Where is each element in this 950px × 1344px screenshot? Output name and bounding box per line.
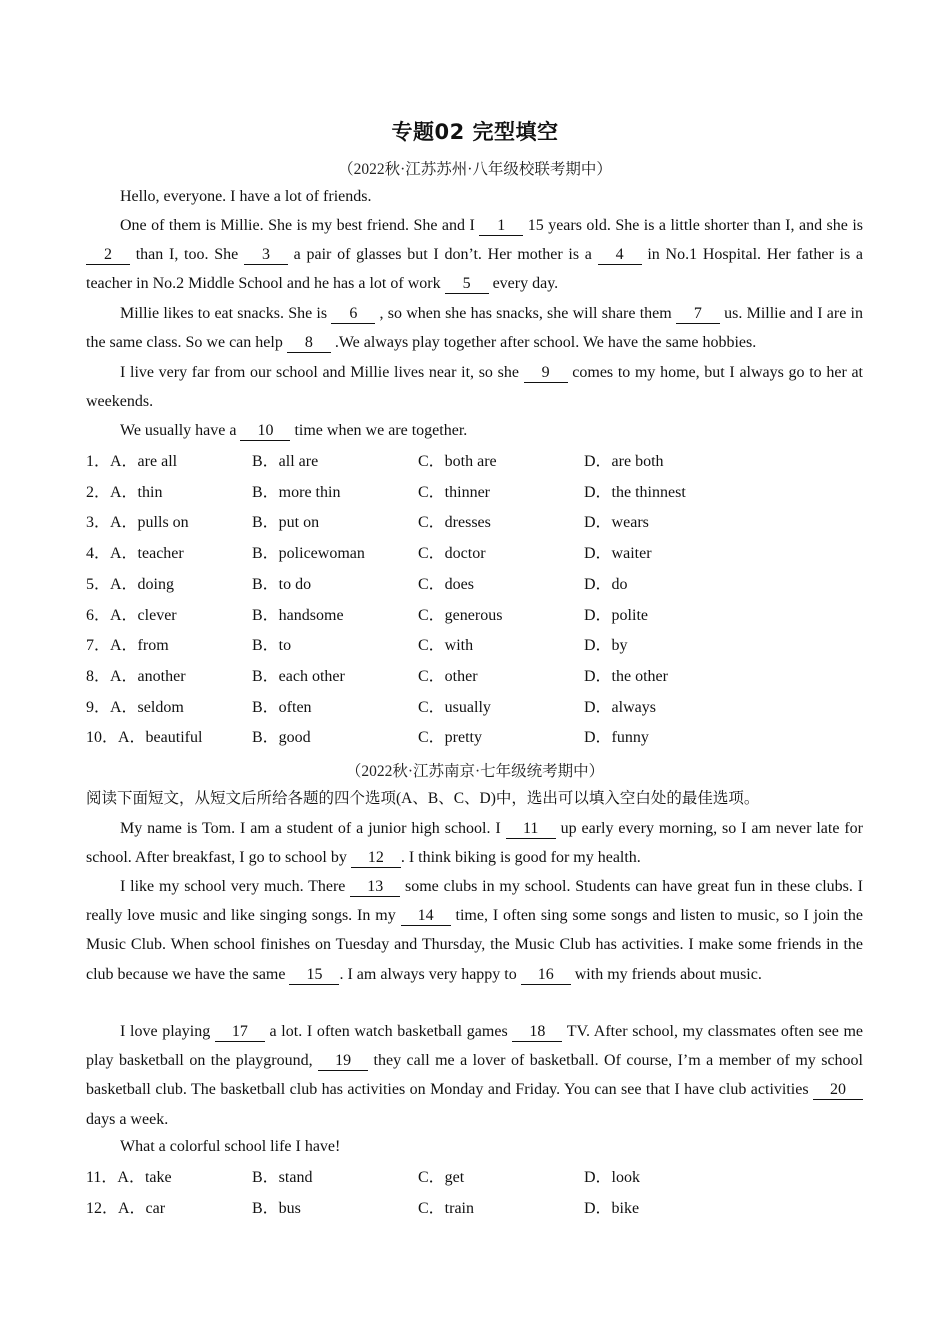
page-title: 专题02 完型填空: [391, 120, 559, 144]
question-row: [86, 513, 863, 544]
s2-paragraph-1: [86, 872, 863, 989]
paragraph-text: I love playing: [120, 1023, 215, 1040]
question-number-option-a: 2．A．thin: [86, 483, 163, 501]
question-number-option-a: 3．A．pulls on: [86, 514, 189, 532]
answer-blank-5: 5: [445, 275, 489, 294]
option-d: D．do: [584, 575, 628, 593]
option-b: B．each other: [252, 667, 345, 685]
question-row: [86, 667, 863, 698]
paragraph-text: Hello, everyone. I have a lot of friends.: [120, 188, 372, 205]
option-b: B．often: [252, 698, 312, 716]
section2-instruction: 阅读下面短文，从短文后所给各题的四个选项(A、B、C、D)中，选出可以填入空白处的最佳选项。: [86, 790, 760, 807]
s1-paragraph-4: [86, 416, 863, 445]
s1-paragraph-0: [86, 182, 863, 211]
question-number-option-a: 1．A．are all: [86, 453, 178, 470]
question-number-option-a: 8．A．another: [86, 667, 186, 685]
question-number-option-a: 5．A．doing: [86, 575, 175, 593]
paragraph-text: than I, too. She: [130, 246, 244, 264]
paragraph-text: . I am always very happy to: [339, 965, 521, 983]
answer-blank-18: 18: [512, 1023, 562, 1042]
answer-blank-20: 20: [813, 1081, 863, 1100]
answer-blank-15: 15: [289, 966, 339, 985]
s2-paragraph-0: [86, 814, 863, 872]
paragraph-text: What a colorful school life I have!: [120, 1138, 341, 1155]
option-d: D．by: [584, 637, 628, 655]
paragraph-text: , so when she has snacks, she will share them: [375, 305, 676, 322]
answer-blank-11: 11: [506, 820, 556, 839]
option-d: D．polite: [584, 606, 648, 624]
question-row: [86, 698, 863, 729]
option-d: D．waiter: [584, 545, 652, 563]
paragraph-text: .We always play together after school. We have the same hobbies.: [330, 334, 757, 352]
question-number-option-a: 10．A．beautiful: [86, 729, 203, 747]
s1-paragraph-2: [86, 299, 863, 357]
question-row: [86, 1168, 863, 1199]
option-b: B．handsome: [252, 606, 344, 624]
question-row: [86, 728, 863, 759]
s2-paragraph-2: [86, 1017, 863, 1134]
paragraph-text: time when we are together.: [290, 422, 468, 439]
paragraph-text: up early every morning, so I am never late for school. After breakfast, I go to school by: [86, 820, 864, 867]
s2-paragraph-3: [86, 1132, 863, 1161]
option-c: C．train: [418, 1199, 474, 1217]
answer-blank-3: 3: [244, 246, 288, 265]
paragraph-text: days a week.: [86, 1110, 169, 1128]
option-b: B．good: [252, 729, 311, 747]
paragraph-text: One of them is Millie. She is my best friend. She and I: [120, 217, 480, 234]
question-number-option-a: 11．A．take: [86, 1169, 172, 1186]
answer-blank-2: 2: [86, 246, 130, 265]
answer-blank-13: 13: [350, 878, 400, 897]
question-row: [86, 606, 863, 637]
answer-blank-8: 8: [287, 334, 331, 353]
answer-blank-9: 9: [524, 364, 568, 383]
question-number-option-a: 12．A．car: [86, 1199, 166, 1217]
question-number-option-a: 4．A．teacher: [86, 545, 184, 563]
option-b: B．more thin: [252, 483, 341, 501]
option-c: C．other: [418, 667, 478, 685]
answer-blank-12: 12: [351, 849, 401, 868]
option-d: D．always: [584, 698, 656, 716]
paragraph-text: a lot. I often watch basketball games: [264, 1023, 513, 1040]
option-c: C．thinner: [418, 483, 490, 501]
paragraph-text: comes to my home, but I always go to her at weekends.: [86, 364, 863, 411]
option-d: D．the thinnest: [584, 483, 686, 501]
answer-blank-10: 10: [240, 422, 290, 441]
option-c: C．dresses: [418, 514, 491, 532]
question-number-option-a: 7．A．from: [86, 637, 169, 655]
answer-blank-7: 7: [676, 305, 720, 324]
option-d: D．the other: [584, 667, 668, 685]
paragraph-text: . I think biking is good for my health.: [400, 849, 641, 867]
question-number-option-a: 6．A．clever: [86, 606, 177, 624]
paragraph-text: Millie likes to eat snacks. She is: [120, 305, 332, 322]
option-c: C．pretty: [418, 729, 482, 747]
paragraph-text: some clubs in my school. Students can have great fun in these clubs. I really love music and like singing songs. In my: [86, 878, 863, 925]
option-c: C．usually: [418, 698, 491, 716]
paragraph-text: every day.: [488, 275, 559, 293]
answer-blank-14: 14: [401, 907, 451, 926]
question-row: [86, 1199, 863, 1230]
paragraph-text: us. Millie and I are in the same class. So we can help: [86, 305, 863, 352]
paragraph-text: a pair of glasses but I don’t. Her mother is a: [287, 246, 598, 264]
option-c: C．does: [418, 575, 475, 593]
paragraph-text: We usually have a: [120, 422, 241, 439]
paragraph-text: in No.1 Hospital. Her father is a teacher in No.2 Middle School and he has a lot of work: [86, 246, 864, 293]
question-row: [86, 544, 863, 575]
option-d: D．funny: [584, 729, 649, 747]
option-b: B．all are: [252, 453, 319, 470]
paragraph-text: with my friends about music.: [570, 965, 762, 983]
paragraph-text: TV. After school, my classmates often see me play basketball on the playground,: [86, 1023, 864, 1070]
section2-source: （2022秋·江苏南京·七年级统考期中）: [345, 763, 605, 780]
option-c: C．with: [418, 637, 474, 655]
question-row: [86, 575, 863, 606]
paragraph-text: I live very far from our school and Millie lives near it, so she: [120, 364, 524, 381]
option-d: D．are both: [584, 453, 664, 470]
question-number-option-a: 9．A．seldom: [86, 698, 184, 716]
answer-blank-19: 19: [318, 1052, 368, 1071]
paragraph-text: time, I often sing some songs and listen to music, so I join the Music Club. When school finishes on Tuesday and Thursday, the Music Club has activities. I make some friends in the club because we have the same: [86, 907, 864, 983]
answer-blank-17: 17: [215, 1023, 265, 1042]
answer-blank-16: 16: [521, 966, 571, 985]
question-row: [86, 452, 863, 483]
s1-paragraph-3: [86, 358, 863, 416]
option-b: B．to do: [252, 575, 312, 593]
option-d: D．bike: [584, 1199, 640, 1217]
option-b: B．to: [252, 637, 292, 655]
option-b: B．bus: [252, 1199, 301, 1217]
paragraph-text: I like my school very much. There: [120, 878, 351, 895]
option-b: B．policewoman: [252, 545, 365, 563]
answer-blank-6: 6: [331, 305, 375, 324]
question-row: [86, 483, 863, 514]
option-d: D．wears: [584, 514, 649, 532]
answer-blank-1: 1: [479, 217, 523, 236]
option-b: B．put on: [252, 514, 320, 532]
answer-blank-4: 4: [598, 246, 642, 265]
option-b: B．stand: [252, 1169, 313, 1186]
paragraph-text: 15 years old. She is a little shorter than I, and she is: [523, 217, 863, 234]
section1-source: （2022秋·江苏苏州·八年级校联考期中）: [338, 161, 612, 178]
option-c: C．get: [418, 1169, 465, 1186]
paragraph-text: My name is Tom. I am a student of a junior high school. I: [120, 820, 506, 837]
s1-paragraph-1: [86, 211, 863, 299]
option-c: C．generous: [418, 606, 503, 624]
option-c: C．both are: [418, 453, 497, 470]
option-d: D．look: [584, 1169, 641, 1186]
paragraph-text: they call me a lover of basketball. Of course, I’m a member of my school basketball club. The basketball club has activities on Monday and Friday. You can see that I have club activities: [86, 1052, 864, 1099]
question-row: [86, 636, 863, 667]
option-c: C．doctor: [418, 545, 486, 563]
